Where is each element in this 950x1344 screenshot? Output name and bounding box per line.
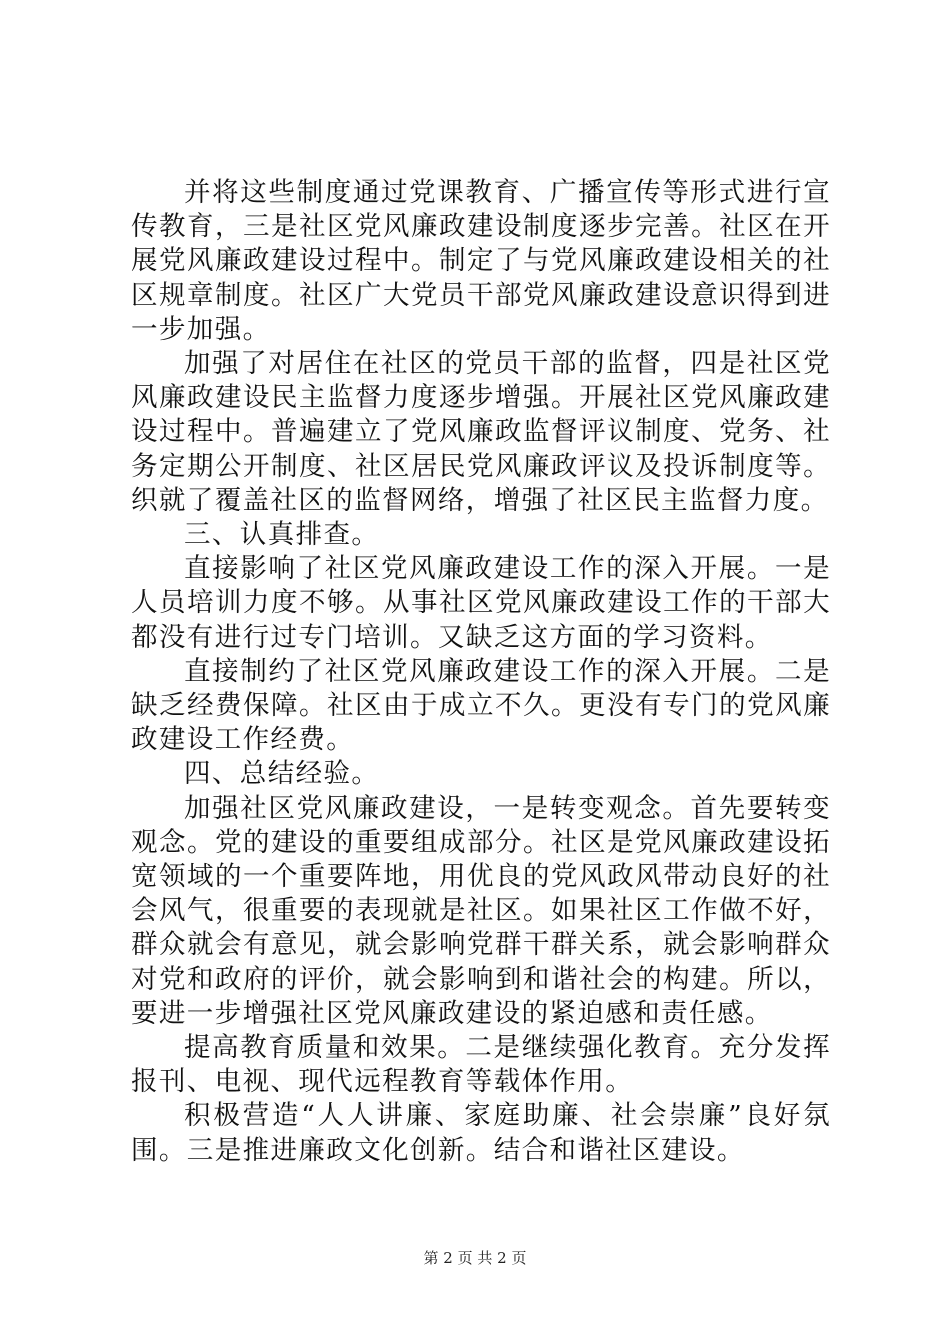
paragraph: 直接制约了社区党风廉政建设工作的深入开展。二是缺乏经费保障。社区由于成立不久。更没有专门的党风廉政建设工作经费。 (131, 655, 831, 756)
page-footer: 第 2 页 共 2 页 (423, 1249, 527, 1267)
section-heading: 四、总结经验。 (184, 758, 380, 790)
section-heading: 三、认真排查。 (184, 519, 380, 551)
paragraph: 加强了对居住在社区的党员干部的监督，四是社区党风廉政建设民主监督力度逐步增强。开展社区党风廉政建设过程中。普遍建立了党风廉政监督评议制度、党务、社务定期公开制度、社区居民党风廉政评议及投诉制度等。织就了覆盖社区的监督网络，增强了社区民主监督力度。 (131, 348, 831, 516)
paragraph: 加强社区党风廉政建设，一是转变观念。首先要转变观念。党的建设的重要组成部分。社区是党风廉政建设拓宽领域的一个重要阵地，用优良的党风政风带动良好的社会风气，很重要的表现就是社区。如果社区工作做不好，群众就会有意见，就会影响党群干群关系，就会影响群众对党和政府的评价，就会影响到和谐社会的构建。所以，要进一步增强社区党风廉政建设的紧迫感和责任感。 (131, 792, 831, 1029)
document-body (131, 176, 831, 1168)
paragraph: 提高教育质量和效果。二是继续强化教育。充分发挥报刊、电视、现代远程教育等载体作用。 (131, 1032, 831, 1098)
paragraph: 直接影响了社区党风廉政建设工作的深入开展。一是人员培训力度不够。从事社区党风廉政建设工作的干部大都没有进行过专门培训。又缺乏这方面的学习资料。 (131, 553, 831, 653)
paragraph: 并将这些制度通过党课教育、广播宣传等形式进行宣传教育，三是社区党风廉政建设制度逐步完善。社区在开展党风廉政建设过程中。制定了与党风廉政建设相关的社区规章制度。社区广大党员干部党风廉政建设意识得到进一步加强。 (131, 177, 831, 345)
paragraph: 积极营造“人人讲廉、家庭助廉、社会崇廉”良好氛围。三是推进廉政文化创新。结合和谐社区建设。 (131, 1100, 831, 1166)
